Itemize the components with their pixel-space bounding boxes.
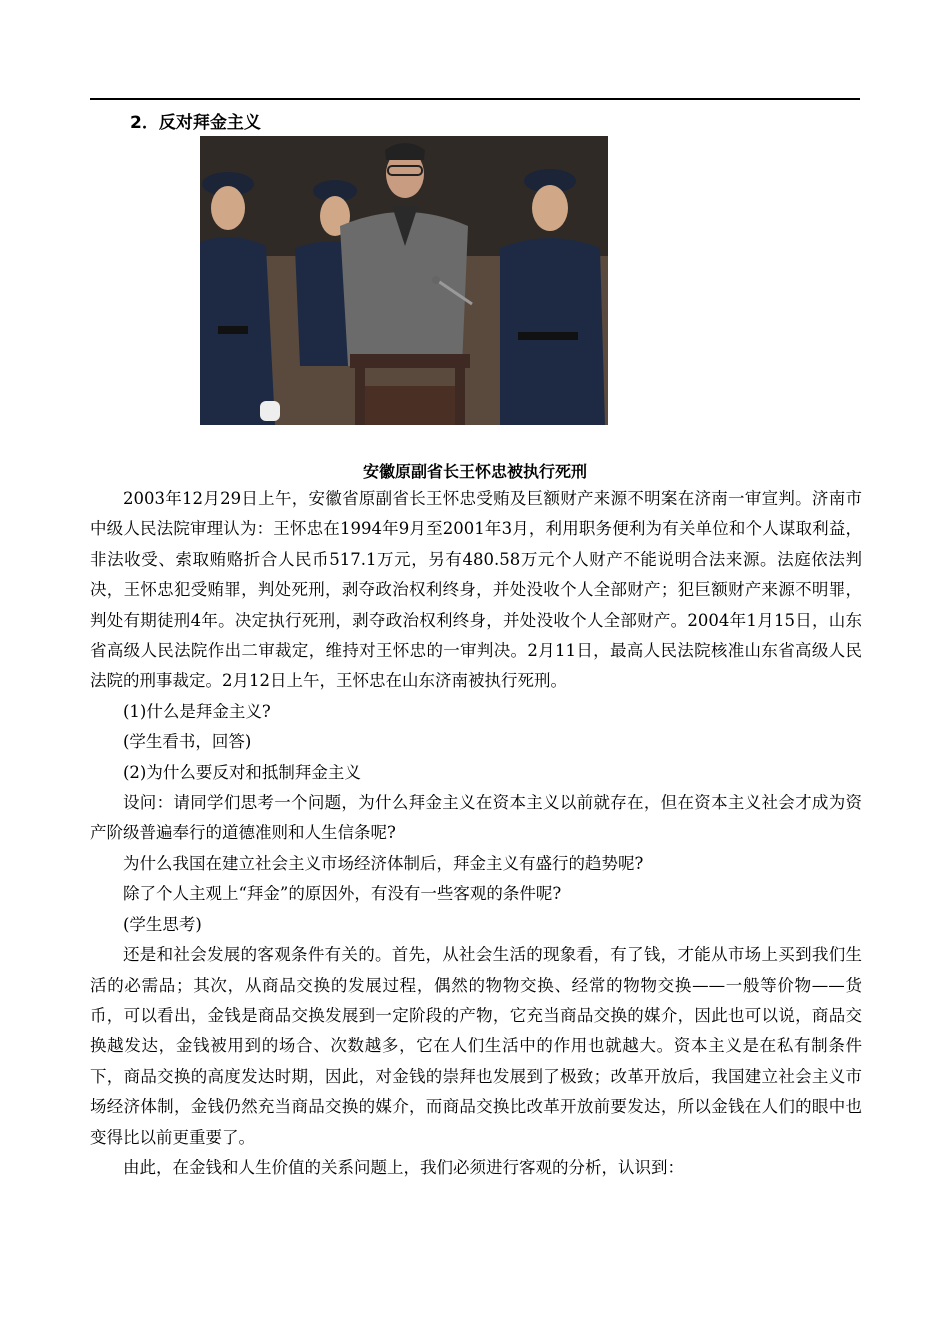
section-heading: 2．反对拜金主义 [130, 113, 261, 133]
photo-caption: 安徽原副省长王怀忠被执行死刑 [362, 462, 587, 481]
paragraph: 由此，在金钱和人生价值的关系问题上，我们必须进行客观的分析，认识到： [123, 1157, 684, 1177]
paragraph: 为什么我国在建立社会主义市场经济体制后，拜金主义有盛行的趋势呢? [123, 853, 644, 873]
paragraph: (学生看书，回答) [123, 732, 252, 752]
paragraph: 还是和社会发展的客观条件有关的。首先，从社会生活的现象看，有了钱，才能从市场上买到我们生活的必需品；其次，从商品交换的发展过程，偶然的物物交换、经常的物物交换——一般等价物——货币，可以看出，金钱是商品交换发展到一定阶段的产物，它充当商品交换的媒介，因此也可以说，商品交换越发达，金钱被用到的场合、次数越多，它在人们生活中的作用也就越大。资本主义是在私有制条件下，商品交换的高度发达时期，因此，对金钱的崇拜也发展到了极致；改革开放后，我国建立社会主义市场经济体制，金钱仍然充当商品交换的媒介，而商品交换比改革开放前要发达，所以金钱在人们的眼中也变得比以前更重要了。 [90, 945, 862, 1147]
paragraph: 除了个人主观上“拜金”的原因外，有没有一些客观的条件呢? [123, 884, 562, 904]
dock-bench [350, 354, 470, 425]
header-rule [90, 98, 860, 100]
courtroom-photo [200, 136, 608, 425]
paragraph: 设问：请同学们思考一个问题，为什么拜金主义在资本主义以前就存在，但在资本主义社会才成为资产阶级普遍奉行的道德准则和人生信条呢? [90, 793, 862, 843]
paragraph: 2003年12月29日上午，安徽省原副省长王怀忠受贿及巨额财产来源不明案在济南一审宣判。济南市中级人民法院审理认为：王怀忠在1994年9月至2001年3月，利用职务便利为有关单位和个人谋取利益，非法收受、索取贿赂折合人民币517.1万元，另有480.58万元个人财产不能说明合法来源。法庭依法判决，王怀忠犯受贿罪，判处死刑，剥夺政治权利终身，并处没收个人全部财产；犯巨额财产来源不明罪，判处有期徒刑4年。决定执行死刑，剥夺政治权利终身，并处没收个人全部财产。2004年1月15日，山东省高级人民法院作出二审裁定，维持对王怀忠的一审判决。2月11日，最高人民法院核准山东省高级人民法院的刑事裁定。2月12日上午，王怀忠在山东济南被执行死刑。 [90, 489, 862, 691]
paragraph: (学生思考) [123, 914, 202, 934]
body-text [90, 484, 862, 1183]
paragraph: (1)什么是拜金主义? [123, 701, 271, 721]
paragraph: (2)为什么要反对和抵制拜金主义 [123, 762, 361, 782]
